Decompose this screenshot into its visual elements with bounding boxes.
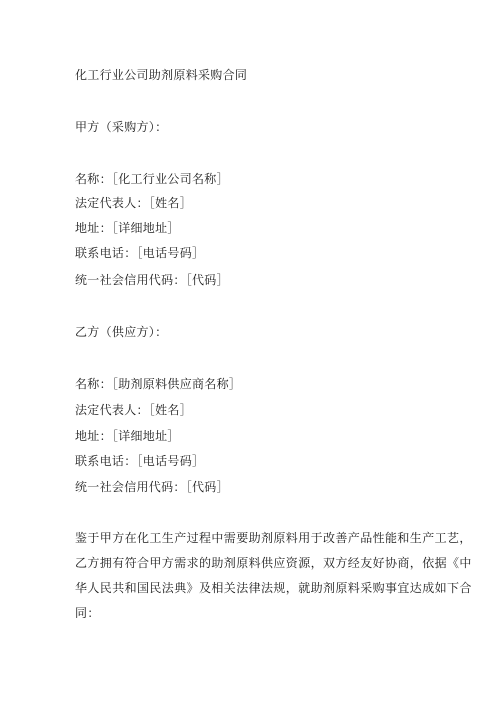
party-a-address: 地址：［详细地址］ bbox=[75, 221, 180, 235]
preamble-line: 华人民共和国民法典》及相关法律法规，就助剂原料采购事宜达成如下合 bbox=[75, 581, 472, 595]
preamble-line: 鉴于甲方在化工生产过程中需要助剂原料用于改善产品性能和生产工艺， bbox=[75, 531, 472, 545]
preamble-line: 乙方拥有符合甲方需求的助剂原料供应资源，双方经友好协商，依据《中 bbox=[75, 556, 472, 570]
party-a-heading: 甲方（采购方）： bbox=[75, 120, 168, 134]
party-b-phone: 联系电话：［电话号码］ bbox=[75, 454, 205, 468]
party-b-heading: 乙方（供应方）： bbox=[75, 325, 168, 339]
party-a-phone: 联系电话：［电话号码］ bbox=[75, 246, 205, 260]
party-b-credit-code: 统一社会信用代码：［代码］ bbox=[75, 480, 229, 494]
preamble-line: 同： bbox=[75, 606, 100, 620]
contract-title: 化工行业公司助剂原料采购合同 bbox=[75, 68, 248, 82]
party-a-legal-rep: 法定代表人：［姓名］ bbox=[75, 196, 193, 210]
party-a-name: 名称：［化工行业公司名称］ bbox=[75, 172, 229, 186]
party-a-credit-code: 统一社会信用代码：［代码］ bbox=[75, 273, 229, 287]
party-b-address: 地址：［详细地址］ bbox=[75, 429, 180, 443]
preamble-paragraph bbox=[75, 526, 472, 626]
party-b-legal-rep: 法定代表人：［姓名］ bbox=[75, 403, 193, 417]
party-b-name: 名称：［助剂原料供应商名称］ bbox=[75, 377, 242, 391]
